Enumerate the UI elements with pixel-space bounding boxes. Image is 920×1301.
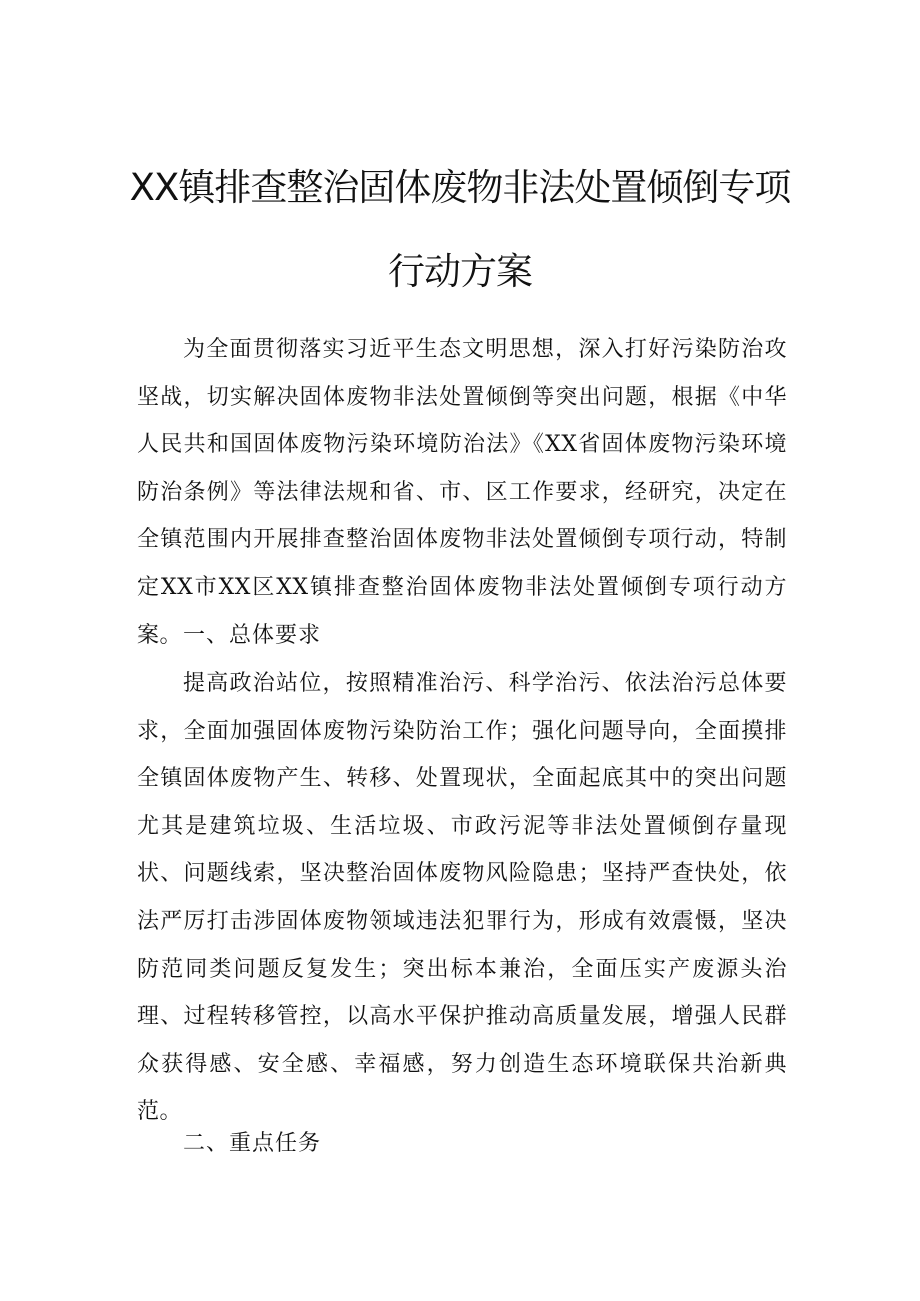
document-title-line-1: XX镇排查整治固体废物非法处置倾倒专项 xyxy=(129,166,791,209)
section-2-heading: 二、重点任务 xyxy=(183,1131,322,1156)
intro-paragraph: 为全面贯彻落实习近平生态文明思想，深入打好污染防治攻坚战，切实解决固体废物非法处置倾倒等突出问题，根据《中华人民共和国固体废物污染环境防治法》《XX省固体废物污染环境防治条例》等法律法规和省、市、区工作要求，经研究，决定在全镇范围内开展排查整治固体废物非法处置倾倒专项行动，特制定XX市XX区XX镇排查整治固体废物非法处置倾倒专项行动方案。 xyxy=(137,337,787,648)
section-1-paragraph: 提高政治站位，按照精准治污、科学治污、依法治污总体要求，全面加强固体废物污染防治工作；强化问题导向，全面摸排全镇固体废物产生、转移、处置现状，全面起底其中的突出问题尤其是建筑垃圾、生活垃圾、市政污泥等非法处置倾倒存量现状、问题线索，坚决整治固体废物风险隐患；坚持严查快处，依法严厉打击涉固体废物领域违法犯罪行为，形成有效震慑，坚决防范同类问题反复发生；突出标本兼治，全面压实产废源头治理、过程转移管控，以高水平保护推动高质量发展，增强人民群众获得感、安全感、幸福感，努力创造生态环境联保共治新典范。 xyxy=(137,671,787,1125)
document-title-line-2: 行动方案 xyxy=(388,250,532,293)
section-1-heading: 一、总体要求 xyxy=(183,623,322,648)
